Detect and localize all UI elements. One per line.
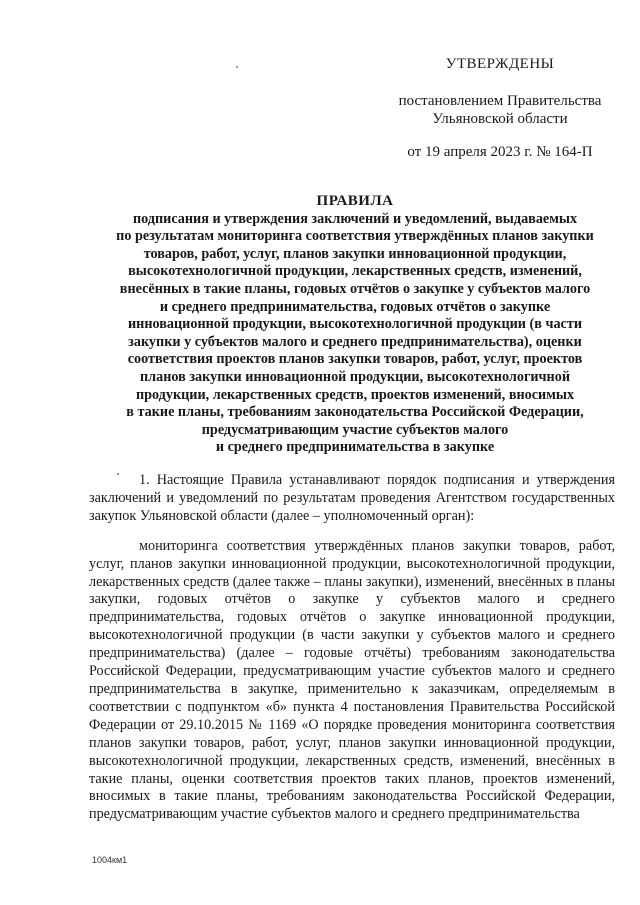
document-body (89, 472, 615, 824)
title-line: соответствия проектов планов закупки товаров, работ, услуг, проектов (127, 351, 583, 368)
approval-heading: УТВЕРЖДЕНЫ (445, 56, 555, 72)
title-line: по результатам мониторинга соответствия утверждённых планов закупки (116, 228, 594, 245)
title-line: и среднего предпринимательства в закупке (215, 439, 495, 456)
title-line: внесённых в такие планы, годовых отчётов о закупке у субъектов малого (119, 280, 591, 297)
title-line: планов закупки инновационной продукции, высокотехнологичной (139, 368, 570, 385)
title-line: инновационной продукции, высокотехнологичной продукции (в части (127, 316, 582, 333)
title-line: подписания и утверждения заключений и уведомлений, выдаваемых (132, 210, 578, 227)
title-line: товаров, работ, услуг, планов закупки инновационной продукции, (143, 245, 567, 262)
title-line: предусматривающим участие субъектов малого (201, 421, 509, 438)
title-main: ПРАВИЛА (316, 193, 394, 209)
approval-date-number: от 19 апреля 2023 г. № 164-П (407, 144, 593, 160)
body-paragraph-2: мониторинга соответствия утверждённых планов закупки товаров, работ, услуг, планов закупки инновационной продукции, высокотехнологичной продукции, лекарственных средств (далее также – планы закупки), изменений, внесённых в планы закупки, годовых отчётов о закупке у субъектов малого и среднего предпринимательства, годовых отчётов о закупке инновационной продукции, высокотехнологичной продукции (в части закупки у субъектов малого и среднего предпринимательства) (далее – годовые отчёты) требованиям законодательства Российской Федерации, предусматривающим участие субъектов малого и среднего предпринимательства в закупке, применительно к заказчикам, определяемым в соответствии с подпунктом «б» пункта 4 постановления Правительства Российской Федерации от 29.10.2015 № 1169 «О порядке проведения мониторинга соответствия планов закупки товаров, работ, услуг, планов закупки инновационной продукции, высокотехнологичной продукции, лекарственных средств, изменений, внесённых в такие планы, оценки соответствия проектов таких планов, проектов изменений, вносимых в такие планы, требованиям законодательства Российской Федерации, предусматривающим участие субъектов малого и среднего предпринимательства (89, 537, 615, 823)
title-line: продукции, лекарственных средств, проектов изменений, вносимых (135, 386, 575, 403)
approval-line-1: постановлением Правительства (398, 93, 602, 109)
document-title (85, 193, 625, 457)
title-line: закупки у субъектов малого и среднего предпринимательства), оценки (128, 333, 582, 350)
title-line: в такие планы, требованиям законодательства Российской Федерации, (126, 404, 584, 421)
approval-line-2: Ульяновской области (432, 111, 568, 127)
body-paragraph-1: 1. Настоящие Правила устанавливают порядок подписания и утверждения заключений и уведомлений по результатам проведения Агентством государственных закупок Ульяновской области (далее – уполномоченный орган): (89, 472, 615, 524)
title-line: высокотехнологичной продукции, лекарственных средств, изменений, (128, 263, 582, 280)
scan-speck (117, 473, 119, 475)
scan-speck (236, 66, 238, 68)
footer-document-code: 1004км1 (92, 855, 128, 865)
title-line: и среднего предпринимательства, годовых отчётов о закупке (159, 298, 551, 315)
